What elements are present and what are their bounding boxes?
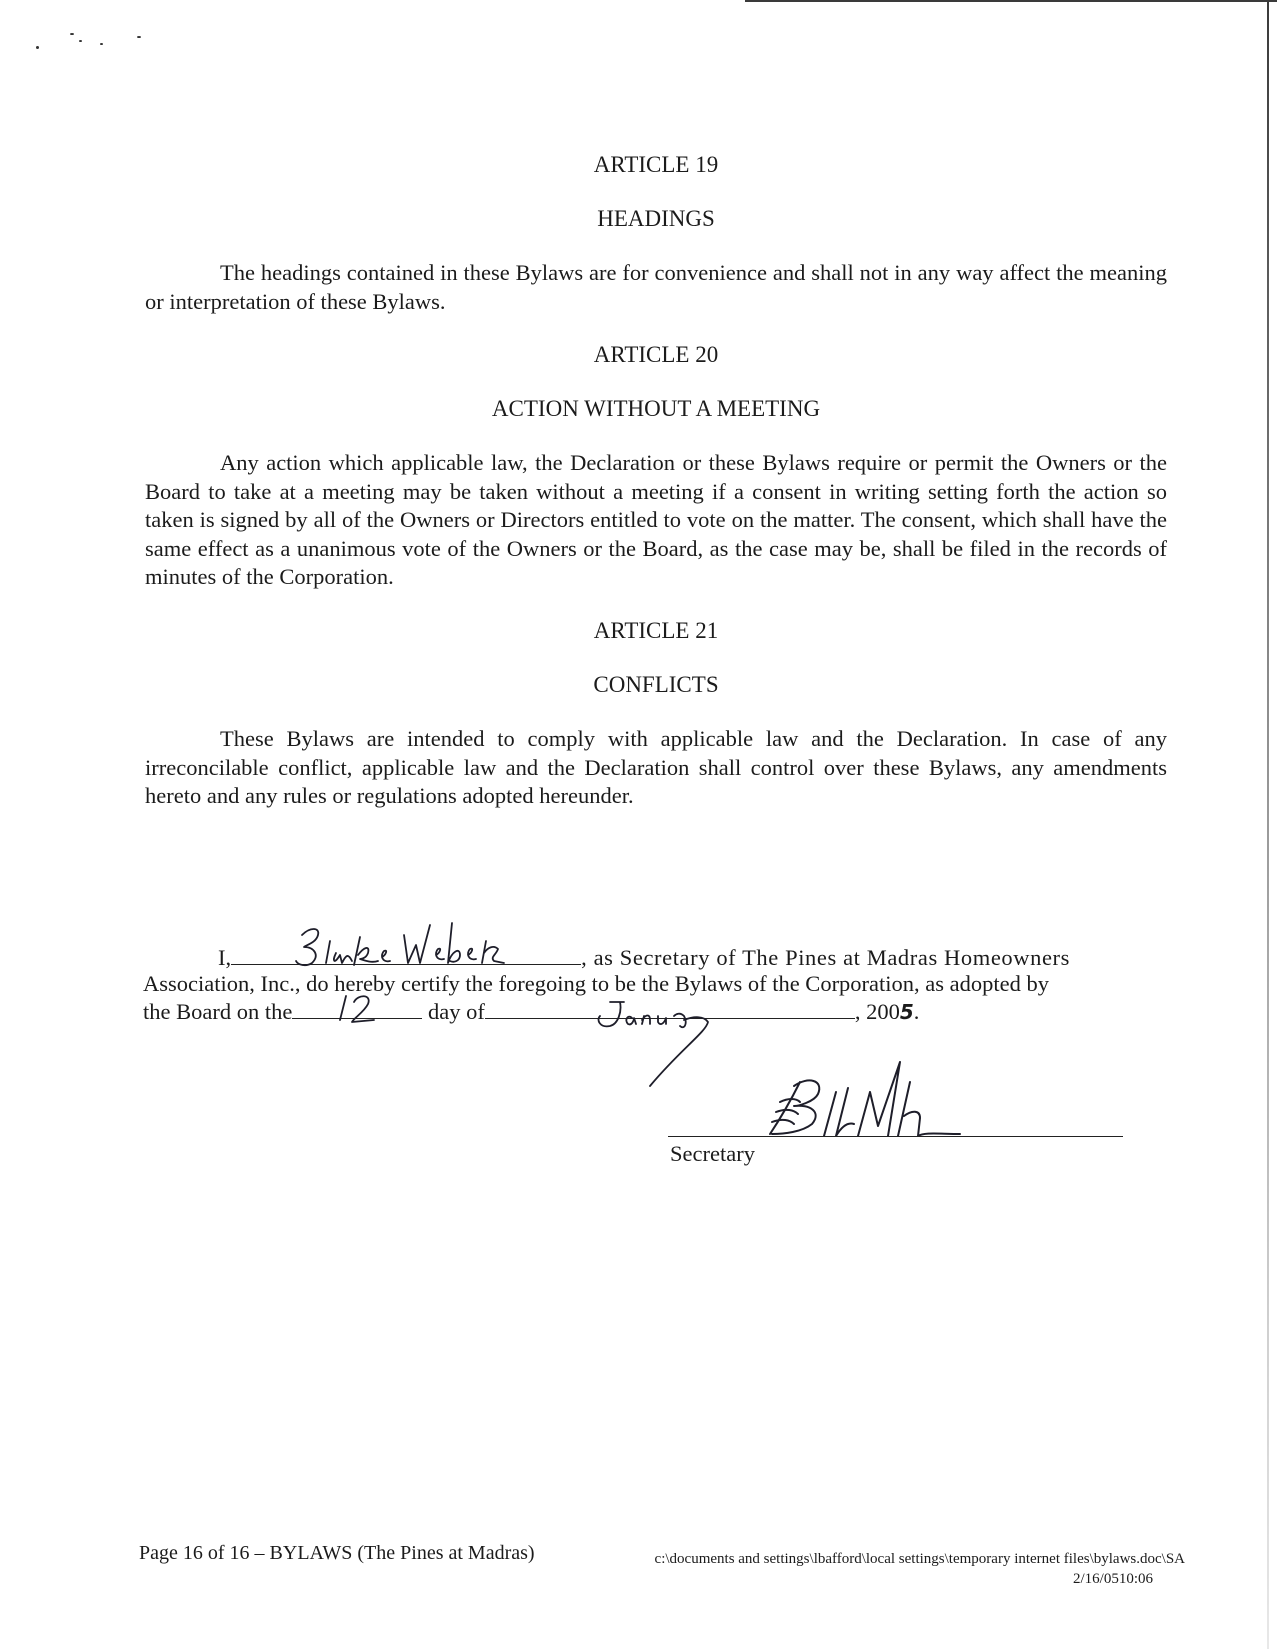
article-19-title: HEADINGS bbox=[597, 206, 715, 231]
article-21-number: ARTICLE 21 bbox=[593, 618, 719, 643]
scan-speck bbox=[79, 40, 82, 42]
article-21-body: These Bylaws are intended to comply with applicable law and the Declaration. In case of any irreconcilable conflict, applicable law and the Declaration shall control over these Bylaws, any amendments hereto and any rules or regulations adopted hereunder. bbox=[145, 726, 1167, 808]
article-21-title: CONFLICTS bbox=[593, 672, 719, 697]
handwritten-month bbox=[580, 996, 760, 1086]
article-19-body: The headings contained in these Bylaws are for convenience and shall not in any way affect the meaning or interpretation of these Bylaws. bbox=[145, 260, 1167, 314]
footer-file-path: c:\documents and settings\lbafford\local settings\temporary internet files\bylaws.doc\SA bbox=[654, 1551, 1185, 1567]
certification-line3-mid: day of bbox=[427, 999, 485, 1024]
scan-speck bbox=[137, 36, 141, 38]
footer-page-info: Page 16 of 16 – BYLAWS (The Pines at Madras) bbox=[139, 1542, 535, 1564]
footer-file-date: 2/16/0510:06 bbox=[1072, 1571, 1153, 1587]
secretary-signature bbox=[760, 1062, 980, 1152]
article-20-title: ACTION WITHOUT A MEETING bbox=[491, 396, 821, 421]
certification-line-2: Association, Inc., do hereby certify the foregoing to be the Bylaws of the Corporation, as adopted by bbox=[143, 971, 1050, 996]
article-19-number: ARTICLE 19 bbox=[593, 152, 719, 177]
article-20-number: ARTICLE 20 bbox=[593, 342, 719, 367]
certification-line3-prefix: the Board on the bbox=[143, 999, 293, 1024]
scan-speck bbox=[70, 33, 74, 35]
scan-speck bbox=[100, 43, 103, 45]
scan-edge-right bbox=[1267, 0, 1269, 1649]
certification-prefix: I, bbox=[218, 945, 232, 970]
certification-line1-suffix: , as Secretary of The Pines at Madras Homeowners bbox=[581, 945, 1070, 970]
certification-year-suffix: . bbox=[913, 999, 920, 1024]
scan-speck bbox=[36, 46, 39, 49]
handwritten-year-digit: 5 bbox=[899, 1000, 914, 1024]
secretary-label: Secretary bbox=[670, 1141, 755, 1166]
certification-year-prefix: , 200 bbox=[854, 999, 900, 1024]
signature-line bbox=[668, 1136, 1123, 1137]
handwritten-name-signature bbox=[290, 905, 570, 975]
handwritten-day bbox=[332, 990, 392, 1026]
footer-file-info bbox=[592, 1549, 1185, 1589]
article-20-body: Any action which applicable law, the Declaration or these Bylaws require or permit the Owners or the Board to take at a meeting may be taken without a meeting if a consent in writing setting forth the action so taken is signed by all of the Owners or Directors entitled to vote on the matter. The consent, which shall have the same effect as a unanimous vote of the Owners or the Board, as the case may be, shall be filed in the records of minutes of the Corporation. bbox=[145, 450, 1167, 589]
scan-edge-top bbox=[745, 0, 1277, 2]
